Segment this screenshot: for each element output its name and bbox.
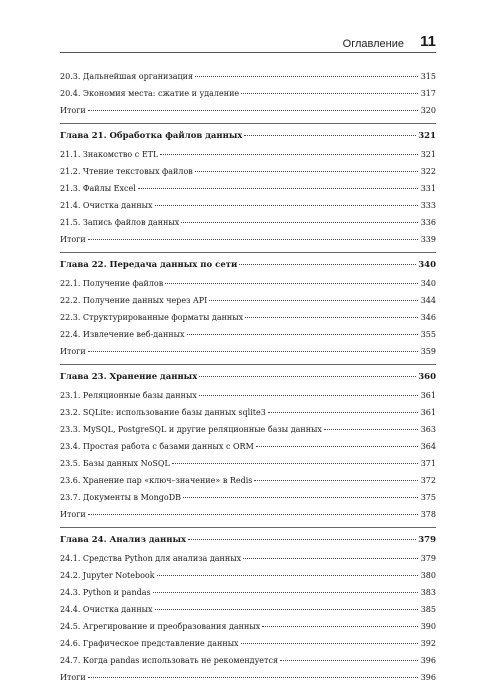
toc-entry-title: Итоги: [60, 106, 86, 115]
toc-entry-title: 23.2. SQLite: использование базы данных sqlite3: [60, 408, 266, 417]
toc-entry-title: 24.3. Python и pandas: [60, 588, 151, 597]
toc-entry-row[interactable]: [60, 635, 436, 652]
toc-page-number: 364: [420, 442, 436, 451]
toc-entry-title: 23.1. Реляционные базы данных: [60, 391, 197, 400]
toc-page-number: 333: [420, 201, 436, 210]
dot-leader: [172, 462, 418, 464]
toc-entry-title: 23.7. Документы в MongoDB: [60, 493, 181, 502]
toc-page-number: 385: [420, 605, 436, 614]
dot-leader: [199, 375, 416, 377]
toc-page-number: 363: [420, 425, 436, 434]
toc-entry-title: 23.5. Базы данных NoSQL: [60, 459, 170, 468]
dot-leader: [324, 428, 418, 430]
dot-leader: [183, 496, 418, 498]
dot-leader: [268, 411, 418, 413]
toc-entry-title: 21.4. Очистка данных: [60, 201, 153, 210]
toc-page-number: 321: [418, 131, 436, 141]
toc-entry-title: 24.5. Агрегирование и преобразования данных: [60, 622, 261, 631]
toc-page-number: 331: [420, 184, 436, 193]
toc-page-number: 322: [420, 167, 436, 176]
toc-page-number: 392: [420, 639, 436, 648]
dot-leader: [165, 282, 418, 284]
toc-entry-title: 23.3. MySQL, PostgreSQL и другие реляционные базы данных: [60, 425, 322, 434]
toc-entry-title: 20.4. Экономия места: сжатие и удаление: [60, 89, 240, 98]
toc-chapter-row[interactable]: [60, 252, 436, 275]
toc-entry-row[interactable]: [60, 275, 436, 292]
toc-page-number: 383: [420, 588, 436, 597]
toc-entry-row[interactable]: [60, 652, 436, 669]
toc-page-number: 375: [420, 493, 436, 502]
toc-entry-title: 21.3. Файлы Excel: [60, 184, 136, 193]
toc-entry-row[interactable]: [60, 669, 436, 686]
toc-page-number: 355: [420, 330, 436, 339]
dot-leader: [88, 350, 418, 352]
toc-chapter-title: Глава 23. Хранение данных: [60, 372, 198, 382]
toc-page-number: 378: [420, 510, 436, 519]
toc-page-number: 344: [420, 296, 436, 305]
toc-entry-title: 20.3. Дальнейшая организация: [60, 72, 194, 81]
toc-entry-title: 21.1. Знакомство с ETL: [60, 150, 159, 159]
toc-chapter-row[interactable]: [60, 527, 436, 550]
toc-entry-title: Итоги: [60, 235, 86, 244]
page-header: [60, 34, 436, 53]
toc-page-number: 360: [418, 372, 436, 382]
dot-leader: [244, 134, 416, 136]
toc-entry-row[interactable]: [60, 567, 436, 584]
toc-page-number: 320: [420, 106, 436, 115]
toc-entry-row[interactable]: [60, 85, 436, 102]
dot-leader: [153, 591, 418, 593]
toc-entry-row[interactable]: [60, 102, 436, 119]
toc-entry-title: 23.6. Хранение пар «ключ–значение» в Redis: [60, 476, 253, 485]
toc-page-number: 361: [420, 391, 436, 400]
toc-entry-row[interactable]: [60, 343, 436, 360]
toc-entry-title: 24.1. Средства Python для анализа данных: [60, 554, 242, 563]
toc-entry-title: 24.7. Когда pandas использовать не рекомендуется: [60, 656, 278, 665]
dot-leader: [187, 333, 418, 335]
toc-page-number: 340: [418, 260, 436, 270]
dot-leader: [188, 538, 416, 540]
dot-leader: [241, 92, 418, 94]
dot-leader: [88, 238, 418, 240]
toc-entry-row[interactable]: [60, 506, 436, 523]
toc-entry-row[interactable]: [60, 404, 436, 421]
toc-entry-row[interactable]: [60, 601, 436, 618]
toc-page-number: 396: [420, 673, 436, 682]
toc-entry-row[interactable]: [60, 326, 436, 343]
toc-entry-row[interactable]: [60, 421, 436, 438]
toc-entry-row[interactable]: [60, 231, 436, 248]
toc-entry-row[interactable]: [60, 618, 436, 635]
dot-leader: [243, 557, 418, 559]
toc-page-number: 390: [420, 622, 436, 631]
toc-entry-row[interactable]: [60, 309, 436, 326]
toc-page-number: 359: [420, 347, 436, 356]
table-of-contents: [60, 68, 436, 686]
dot-leader: [280, 659, 418, 661]
toc-page-number: 379: [418, 535, 436, 545]
dot-leader: [245, 316, 418, 318]
dot-leader: [88, 109, 418, 111]
toc-page-number: 317: [420, 89, 436, 98]
dot-leader: [256, 445, 418, 447]
toc-entry-title: 22.2. Получение данных через API: [60, 296, 208, 305]
toc-entry-row[interactable]: [60, 197, 436, 214]
toc-chapter-row[interactable]: [60, 364, 436, 387]
running-header-title: Оглавление: [342, 38, 404, 50]
toc-entry-title: Итоги: [60, 510, 86, 519]
dot-leader: [262, 625, 418, 627]
dot-leader: [209, 299, 418, 301]
toc-page-number: 340: [420, 279, 436, 288]
toc-page-number: 339: [420, 235, 436, 244]
dot-leader: [195, 75, 418, 77]
toc-page-number: 346: [420, 313, 436, 322]
toc-entry-title: 21.5. Запись файлов данных: [60, 218, 180, 227]
toc-chapter-title: Глава 24. Анализ данных: [60, 535, 187, 545]
toc-page-number: 315: [420, 72, 436, 81]
toc-entry-row[interactable]: [60, 68, 436, 85]
dot-leader: [239, 263, 416, 265]
toc-entry-title: 23.4. Простая работа с базами данных с ORM: [60, 442, 254, 451]
toc-entry-title: 22.4. Извлечение веб-данных: [60, 330, 185, 339]
toc-entry-row[interactable]: [60, 438, 436, 455]
dot-leader: [88, 513, 418, 515]
toc-entry-title: 24.2. Jupyter Notebook: [60, 571, 155, 580]
toc-chapter-title: Глава 22. Передача данных по сети: [60, 260, 238, 270]
toc-page-number: 396: [420, 656, 436, 665]
toc-entry-row[interactable]: [60, 163, 436, 180]
toc-entry-title: 22.1. Получение файлов: [60, 279, 164, 288]
toc-page-number: 336: [420, 218, 436, 227]
toc-entry-title: 21.2. Чтение текстовых файлов: [60, 167, 193, 176]
toc-entry-row[interactable]: [60, 455, 436, 472]
dot-leader: [199, 394, 418, 396]
toc-page-number: 371: [420, 459, 436, 468]
page-number: 11: [420, 33, 436, 50]
dot-leader: [195, 170, 418, 172]
toc-entry-title: Итоги: [60, 347, 86, 356]
dot-leader: [254, 479, 418, 481]
toc-page-number: 380: [420, 571, 436, 580]
toc-entry-title: 24.6. Графическое представление данных: [60, 639, 239, 648]
dot-leader: [157, 574, 418, 576]
toc-chapter-title: Глава 21. Обработка файлов данных: [60, 131, 243, 141]
toc-entry-row[interactable]: [60, 292, 436, 309]
dot-leader: [138, 187, 418, 189]
dot-leader: [181, 221, 418, 223]
toc-entry-row[interactable]: [60, 180, 436, 197]
dot-leader: [155, 204, 418, 206]
toc-entry-row[interactable]: [60, 550, 436, 567]
toc-entry-row[interactable]: [60, 214, 436, 231]
toc-entry-row[interactable]: [60, 146, 436, 163]
toc-entry-row[interactable]: [60, 472, 436, 489]
toc-entry-row[interactable]: [60, 489, 436, 506]
toc-entry-row[interactable]: [60, 387, 436, 404]
toc-chapter-row[interactable]: [60, 123, 436, 146]
toc-page-number: 372: [420, 476, 436, 485]
toc-entry-title: Итоги: [60, 673, 86, 682]
dot-leader: [155, 608, 418, 610]
toc-entry-title: 22.3. Структурированные форматы данных: [60, 313, 244, 322]
toc-page-number: 361: [420, 408, 436, 417]
toc-page-number: 379: [420, 554, 436, 563]
dot-leader: [160, 153, 418, 155]
dot-leader: [88, 676, 418, 678]
toc-entry-title: 24.4. Очистка данных: [60, 605, 153, 614]
dot-leader: [241, 642, 418, 644]
toc-page-number: 321: [420, 150, 436, 159]
toc-entry-row[interactable]: [60, 584, 436, 601]
